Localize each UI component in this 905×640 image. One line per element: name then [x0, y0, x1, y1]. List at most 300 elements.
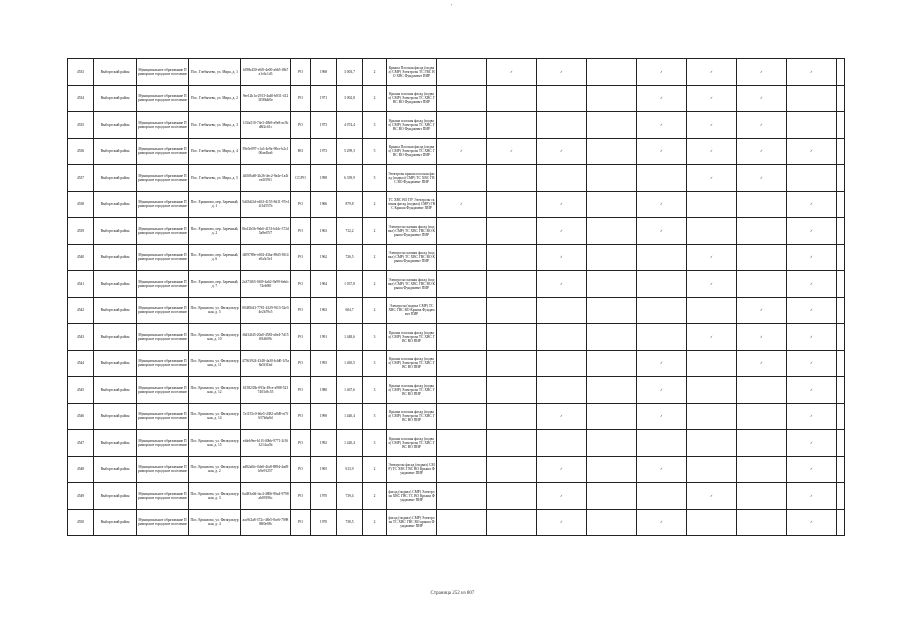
checkmark-cell [837, 112, 845, 139]
guid-cell: efdeb9ee-b1f3-40bb-9771-2f163214ca5b [241, 430, 291, 457]
checkmark-cell [687, 165, 737, 192]
checkmark-icon: ✓ [709, 69, 713, 74]
checkmark-icon: ✓ [709, 122, 713, 127]
municipality-cell: Муниципальное образование Приморское городское поселение [137, 85, 189, 112]
checkmark-cell [787, 377, 837, 404]
checkmark-cell [737, 297, 787, 324]
year-cell: 1964 [311, 271, 337, 298]
checkmark-cell [737, 430, 787, 457]
address-cell: Пос. Ермилово, ул. Физкультурная, д. 14 [189, 403, 241, 430]
works-cell: Крыша плоская фасад (подвал) СМР) Электроэн ТС ХВС ГВС ВО ПИР [387, 403, 437, 430]
checkmark-cell [437, 112, 487, 139]
area-cell: 3 002,8 [337, 85, 363, 112]
year-cell: 1965 [311, 456, 337, 483]
works-cell: Электроэн (подвал СМР) ТС ХВС ГВС ВО Крыша Фундамент ПИР [387, 297, 437, 324]
checkmark-cell [737, 456, 787, 483]
table-row [68, 456, 845, 483]
municipality-cell: Муниципальное образование Приморское городское поселение [137, 165, 189, 192]
address-cell: Пос. Ермилово, ул. Физкультурная, д. 5 [189, 297, 241, 324]
checkmark-cell [437, 271, 487, 298]
floors-cell: 5 [363, 165, 387, 192]
municipality-cell: Муниципальное образование Приморское городское поселение [137, 271, 189, 298]
checkmark-icon: ✓ [559, 414, 563, 419]
row-number: 4546 [68, 403, 94, 430]
checkmark-cell [487, 191, 537, 218]
checkmark-cell [837, 377, 845, 404]
district-cell: Выборгский район [94, 483, 137, 510]
row-number: 4536 [68, 138, 94, 165]
checkmark-icon: ✓ [809, 202, 813, 207]
address-cell: Пос. Ермилово, ул. Физкультурная, д. 3 [189, 483, 241, 510]
municipality-cell: Муниципальное образование Приморское городское поселение [137, 297, 189, 324]
district-cell: Выборгский район [94, 191, 137, 218]
checkmark-cell [637, 430, 687, 457]
checkmark-icon: ✓ [659, 520, 663, 525]
status-cell: НО [291, 138, 311, 165]
checkmark-cell [637, 244, 687, 271]
status-cell: РО [291, 218, 311, 245]
checkmark-icon: ✓ [809, 281, 813, 286]
status-cell: РО [291, 85, 311, 112]
floors-cell: 2 [363, 191, 387, 218]
checkmark-cell [587, 218, 637, 245]
checkmark-cell [587, 509, 637, 536]
checkmark-cell [737, 350, 787, 377]
address-cell: Пос. Ермилово, ул. Физкультурная, д. 2 [189, 456, 241, 483]
works-cell: Крыша плоская фасад (подвал) СМР) Электроэн ТС ХВС ГВС ВО Фундамент ПИР [387, 85, 437, 112]
checkmark-icon: ✓ [759, 149, 763, 154]
checkmark-cell [837, 85, 845, 112]
table-row [68, 403, 845, 430]
checkmark-icon: ✓ [759, 122, 763, 127]
table-row [68, 244, 845, 271]
checkmark-cell [737, 403, 787, 430]
checkmark-cell [837, 191, 845, 218]
status-cell: РО [291, 350, 311, 377]
checkmark-icon: ✓ [759, 96, 763, 101]
district-cell: Выборгский район [94, 59, 137, 86]
area-cell: 6 339,9 [337, 165, 363, 192]
checkmark-cell [437, 509, 487, 536]
year-cell: 1966 [311, 191, 337, 218]
checkmark-cell [837, 324, 845, 351]
checkmark-cell [687, 377, 737, 404]
guid-cell: 9ee12b1a-2913-4a40-b831-4123f58b4f0e [241, 85, 291, 112]
table-row [68, 350, 845, 377]
municipality-cell: Муниципальное образование Приморское городское поселение [137, 138, 189, 165]
checkmark-cell [487, 350, 537, 377]
checkmark-cell [637, 403, 687, 430]
checkmark-cell [687, 297, 737, 324]
table-row [68, 377, 845, 404]
checkmark-cell [537, 430, 587, 457]
checkmark-icon: ✓ [759, 308, 763, 313]
checkmark-cell [687, 85, 737, 112]
area-cell: 1 037,8 [337, 271, 363, 298]
checkmark-cell [437, 191, 487, 218]
district-cell: Выборгский район [94, 85, 137, 112]
checkmark-cell [687, 456, 737, 483]
checkmark-icon: ✓ [809, 493, 813, 498]
floors-cell: 2 [363, 271, 387, 298]
row-number: 4538 [68, 191, 94, 218]
checkmark-cell [587, 112, 637, 139]
row-number: 4545 [68, 377, 94, 404]
guid-cell: 8fa12b5b-9eb6-4153-b4dc-372d5a8e67f7 [241, 218, 291, 245]
area-cell: 1 420,4 [337, 430, 363, 457]
checkmark-cell [487, 377, 537, 404]
address-cell: Пос. Ермилово, пер. Заречный, д. 1 [189, 191, 241, 218]
checkmark-cell [637, 59, 687, 86]
municipality-cell: Муниципальное образование Приморское городское поселение [137, 112, 189, 139]
works-cell: Крыша Плоская фасад (подвал) СМР) Электроэн ТС ХВС ГВС ВО Фундамент ПИР [387, 138, 437, 165]
checkmark-cell [487, 430, 537, 457]
checkmark-cell [837, 430, 845, 457]
guid-cell: 2a373f65-0f49-4a62-9a99-6ebfc74eb90f [241, 271, 291, 298]
area-cell: 1 467,6 [337, 377, 363, 404]
works-cell: Электроэн крыша плоская фасад (подвал) СМР) ТС ХВС ГВС ВО Фундамент ПИР [387, 165, 437, 192]
checkmark-icon: ✓ [659, 69, 663, 74]
checkmark-cell [587, 138, 637, 165]
works-cell: Крыша плоская фасад (подвал) СМР) Электроэн ТС ХВС ГВС ВО ПИР [387, 377, 437, 404]
floors-cell: 2 [363, 244, 387, 271]
checkmark-icon: ✓ [559, 149, 563, 154]
checkmark-cell [837, 509, 845, 536]
checkmark-cell [637, 85, 687, 112]
works-cell: Крыша плоская фасад (подвал) СМР) Электроэн ТС ХВС ГВС ВО ПИР [387, 430, 437, 457]
table-row [68, 324, 845, 351]
status-cell: РО [291, 324, 311, 351]
guid-cell: 6158235b-093a-49ce-a988-5237403c8c55 [241, 377, 291, 404]
works-cell: Электроэн фасад (подвал) СМР) ТС ХВС ГВС ВО Крыша Фундамент ПИР [387, 456, 437, 483]
checkmark-cell [787, 244, 837, 271]
guid-cell: 5d43df2d-e463-4153-8d11-97e42f1d557b [241, 191, 291, 218]
year-cell: 1962 [311, 244, 337, 271]
checkmark-cell [787, 297, 837, 324]
district-cell: Выборгский район [94, 430, 137, 457]
year-cell: 1963 [311, 218, 337, 245]
table-row [68, 430, 845, 457]
checkmark-cell [537, 456, 587, 483]
register-table [67, 58, 845, 536]
district-cell: Выборгский район [94, 377, 137, 404]
checkmark-icon: ✓ [659, 414, 663, 419]
checkmark-icon: ✓ [759, 69, 763, 74]
area-cell: 4 074,4 [337, 112, 363, 139]
municipality-cell: Муниципальное образование Приморское городское поселение [137, 350, 189, 377]
checkmark-cell [837, 271, 845, 298]
checkmark-cell [687, 138, 737, 165]
checkmark-cell [787, 191, 837, 218]
address-cell: Пос. Ермилово, пер. Заречный, д. 6 [189, 244, 241, 271]
area-cell: 712,2 [337, 218, 363, 245]
checkmark-cell [437, 456, 487, 483]
checkmark-cell [737, 85, 787, 112]
municipality-cell: Муниципальное образование Приморское городское поселение [137, 509, 189, 536]
checkmark-cell [437, 483, 487, 510]
floors-cell: 3 [363, 112, 387, 139]
checkmark-cell [787, 483, 837, 510]
checkmark-icon: ✓ [509, 69, 513, 74]
checkmark-cell [437, 218, 487, 245]
checkmark-icon: ✓ [809, 414, 813, 419]
year-cell: 1970 [311, 509, 337, 536]
guid-cell: f6d34f45-20a0-4583-a6e4-7d15f01d609c [241, 324, 291, 351]
district-cell: Выборгский район [94, 509, 137, 536]
district-cell: Выборгский район [94, 218, 137, 245]
guid-cell: ad82a0fe-0de0-4fa8-8894-4ad9b0e91257 [241, 456, 291, 483]
area-cell: 1 440,4 [337, 403, 363, 430]
checkmark-cell [437, 377, 487, 404]
checkmark-cell [837, 59, 845, 86]
guid-cell: 1f3fa510-74e3-40b9-a9e8-ac5bd8f2c61c [241, 112, 291, 139]
checkmark-cell [787, 403, 837, 430]
year-cell: 1973 [311, 138, 337, 165]
works-cell: Электроэн скатная фасад (подвал) СМР) ТС ХВС ГВС ВО Крыша Фундамент ПИР [387, 271, 437, 298]
year-cell: 1973 [311, 112, 337, 139]
checkmark-cell [637, 509, 687, 536]
checkmark-icon: ✓ [809, 467, 813, 472]
checkmark-cell [537, 324, 587, 351]
row-number: 4547 [68, 430, 94, 457]
status-cell: РО [291, 377, 311, 404]
checkmark-icon: ✓ [709, 96, 713, 101]
checkmark-cell [687, 324, 737, 351]
checkmark-icon: ✓ [659, 202, 663, 207]
year-cell: 1968 [311, 59, 337, 86]
floors-cell: 2 [363, 483, 387, 510]
table-row [68, 112, 845, 139]
row-number: 4533 [68, 59, 94, 86]
checkmark-cell [787, 430, 837, 457]
checkmark-icon: ✓ [559, 467, 563, 472]
row-number: 4540 [68, 244, 94, 271]
checkmark-icon: ✓ [709, 334, 713, 339]
checkmark-cell [487, 138, 537, 165]
row-number: 4548 [68, 456, 94, 483]
checkmark-cell [787, 59, 837, 86]
address-cell: Пос. Ермилово, пер. Заречный, д. 7 [189, 271, 241, 298]
checkmark-icon: ✓ [559, 202, 563, 207]
checkmark-icon: ✓ [459, 202, 463, 207]
row-number: 4550 [68, 509, 94, 536]
guid-cell: 59e5e097-c1a3-4e9a-90ec-b2c100ae4ba6 [241, 138, 291, 165]
checkmark-cell [737, 324, 787, 351]
page-footer: Страница 252 из 807 [430, 591, 475, 596]
address-cell: Пос. Ермилово, ул. Физкультурная, д. 11 [189, 350, 241, 377]
checkmark-cell [437, 324, 487, 351]
checkmark-cell [687, 403, 737, 430]
checkmark-cell [437, 403, 487, 430]
row-number: 4541 [68, 271, 94, 298]
checkmark-cell [737, 244, 787, 271]
checkmark-cell [537, 350, 587, 377]
checkmark-icon: ✓ [559, 69, 563, 74]
district-cell: Выборгский район [94, 350, 137, 377]
year-cell: 1963 [311, 297, 337, 324]
checkmark-cell [487, 218, 537, 245]
district-cell: Выборгский район [94, 324, 137, 351]
status-cell: РО [291, 112, 311, 139]
checkmark-icon: ✓ [559, 281, 563, 286]
checkmark-cell [687, 244, 737, 271]
checkmark-cell [637, 456, 687, 483]
checkmark-cell [537, 59, 587, 86]
address-cell: Пос. Ермилово, ул. Физкультурная, д. 15 [189, 430, 241, 457]
checkmark-icon: ✓ [659, 149, 663, 154]
checkmark-cell [687, 271, 737, 298]
checkmark-cell [687, 509, 737, 536]
row-number: 4539 [68, 218, 94, 245]
checkmark-cell [487, 59, 537, 86]
checkmark-cell [837, 218, 845, 245]
table-row [68, 509, 845, 536]
year-cell: 1992 [311, 430, 337, 457]
checkmark-cell [437, 85, 487, 112]
address-cell: Пос. Глебычево, ул. Мира, д. 1 [189, 59, 241, 86]
checkmark-cell [487, 297, 537, 324]
guid-cell: f409789e-e692-43ba-89d5-8f14e0a3c5e1 [241, 244, 291, 271]
status-cell: РО [291, 271, 311, 298]
municipality-cell: Муниципальное образование Приморское городское поселение [137, 218, 189, 245]
checkmark-cell [737, 377, 787, 404]
checkmark-icon: ✓ [559, 228, 563, 233]
checkmark-cell [487, 403, 537, 430]
checkmark-cell [837, 350, 845, 377]
checkmark-cell [437, 59, 487, 86]
checkmark-cell [737, 191, 787, 218]
floors-cell: 2 [363, 509, 387, 536]
checkmark-cell [637, 297, 687, 324]
checkmark-cell [787, 456, 837, 483]
address-cell: Пос. Ермилово, ул. Физкультурная, д. 4 [189, 509, 241, 536]
works-cell: Электроэн скатная фасад (подвал) СМР) ТС ХВС ГВС ВО Крыша Фундамент ПИР [387, 218, 437, 245]
checkmark-cell [437, 297, 487, 324]
checkmark-cell [787, 218, 837, 245]
checkmark-cell [637, 377, 687, 404]
checkmark-cell [787, 138, 837, 165]
address-cell: Пос. Глебычево, ул. Мира, д. 4 [189, 138, 241, 165]
row-number: 4542 [68, 297, 94, 324]
year-cell: 1971 [311, 85, 337, 112]
address-cell: Пос. Глебычево, ул. Мира, д. 3 [189, 112, 241, 139]
table-row [68, 297, 845, 324]
table-row [68, 138, 845, 165]
municipality-cell: Муниципальное образование Приморское городское поселение [137, 456, 189, 483]
checkmark-cell [787, 112, 837, 139]
district-cell: Выборгский район [94, 112, 137, 139]
guid-cell: 00485fd3-7781-4329-9f13-52e54e2b79c5 [241, 297, 291, 324]
checkmark-icon: ✓ [659, 387, 663, 392]
checkmark-icon: ✓ [809, 334, 813, 339]
checkmark-cell [437, 165, 487, 192]
municipality-cell: Муниципальное образование Приморское городское поселение [137, 377, 189, 404]
checkmark-cell [637, 324, 687, 351]
checkmark-icon: ✓ [809, 308, 813, 313]
checkmark-cell [537, 244, 587, 271]
status-cell: РО [291, 509, 311, 536]
row-number: 4544 [68, 350, 94, 377]
checkmark-cell [587, 59, 637, 86]
area-cell: 1 465,5 [337, 350, 363, 377]
checkmark-cell [637, 483, 687, 510]
checkmark-cell [837, 456, 845, 483]
scan-mark: ' [451, 4, 453, 10]
checkmark-cell [487, 324, 537, 351]
checkmark-cell [487, 271, 537, 298]
works-cell: Электроэн скатная фасад (подвал) СМР) ТС ХВС ГВС ВО Крыша Фундамент ПИР [387, 244, 437, 271]
checkmark-icon: ✓ [809, 520, 813, 525]
checkmark-icon: ✓ [659, 122, 663, 127]
checkmark-icon: ✓ [809, 387, 813, 392]
floors-cell: 3 [363, 324, 387, 351]
floors-cell: 5 [363, 138, 387, 165]
area-cell: 738,5 [337, 509, 363, 536]
row-number: 4549 [68, 483, 94, 510]
checkmark-icon: ✓ [559, 493, 563, 498]
checkmark-cell [737, 165, 787, 192]
checkmark-cell [687, 430, 737, 457]
district-cell: Выборгский район [94, 165, 137, 192]
checkmark-cell [537, 271, 587, 298]
checkmark-icon: ✓ [709, 175, 713, 180]
year-cell: 1993 [311, 350, 337, 377]
area-cell: 739,4 [337, 483, 363, 510]
checkmark-icon: ✓ [709, 149, 713, 154]
row-number: 4535 [68, 112, 94, 139]
checkmark-icon: ✓ [809, 255, 813, 260]
floors-cell: 2 [363, 85, 387, 112]
municipality-cell: Муниципальное образование Приморское городское поселение [137, 324, 189, 351]
status-cell: РО [291, 483, 311, 510]
district-cell: Выборгский район [94, 403, 137, 430]
checkmark-cell [537, 165, 587, 192]
checkmark-cell [737, 509, 787, 536]
checkmark-icon: ✓ [759, 334, 763, 339]
checkmark-cell [587, 244, 637, 271]
checkmark-cell [587, 297, 637, 324]
table-row [68, 165, 845, 192]
status-cell: РО [291, 191, 311, 218]
checkmark-icon: ✓ [709, 281, 713, 286]
checkmark-cell [437, 430, 487, 457]
municipality-cell: Муниципальное образование Приморское городское поселение [137, 403, 189, 430]
works-cell: фасад (подвал) СМР) Электроэн ТС ХВС ГВС ВО крыша Фундамент ПИР [387, 509, 437, 536]
checkmark-icon: ✓ [559, 520, 563, 525]
row-number: 4543 [68, 324, 94, 351]
municipality-cell: Муниципальное образование Приморское городское поселение [137, 430, 189, 457]
status-cell: СС/РО [291, 165, 311, 192]
year-cell: 1998 [311, 165, 337, 192]
address-cell: Пос. Ермилово, ул. Физкультурная, д. 10 [189, 324, 241, 351]
guid-cell: fd59b430-e0f0-4e00-a6b5-f0b7a1c6c1d3 [241, 59, 291, 86]
table-row [68, 218, 845, 245]
checkmark-cell [737, 138, 787, 165]
checkmark-cell [687, 59, 737, 86]
works-cell: Крыша Плоская фасад (подвал) СМР) Электроэн ТС ГВС ВО ХВС Фундамент ПИР [387, 59, 437, 86]
status-cell: РО [291, 430, 311, 457]
checkmark-icon: ✓ [759, 175, 763, 180]
table-row [68, 59, 845, 86]
area-cell: 5 299,3 [337, 138, 363, 165]
district-cell: Выборгский район [94, 271, 137, 298]
area-cell: 879,8 [337, 191, 363, 218]
checkmark-cell [587, 377, 637, 404]
checkmark-cell [537, 483, 587, 510]
district-cell: Выборгский район [94, 297, 137, 324]
checkmark-cell [587, 483, 637, 510]
checkmark-cell [687, 191, 737, 218]
